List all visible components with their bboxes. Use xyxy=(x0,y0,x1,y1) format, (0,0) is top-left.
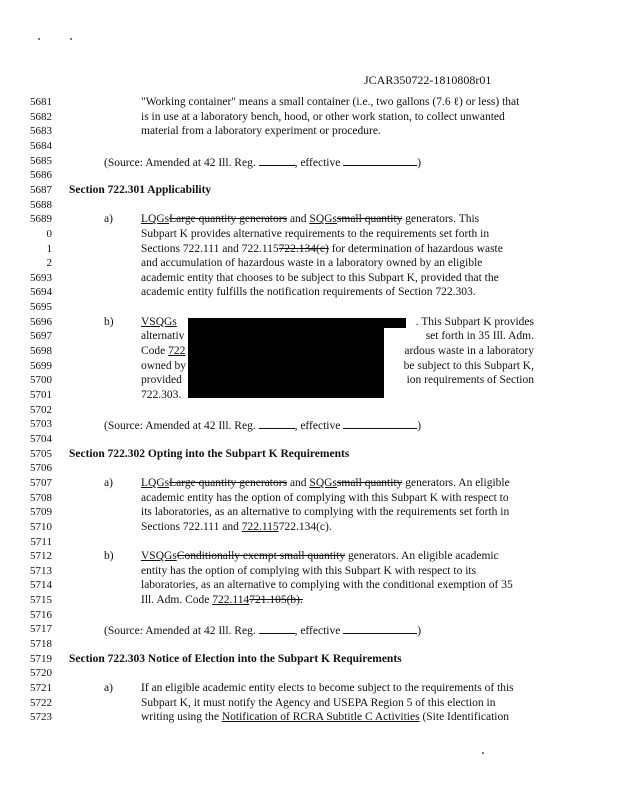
line-number: 5693 xyxy=(30,271,52,284)
redacted-line-right: ardous waste in a laboratory xyxy=(404,345,534,358)
redacted-line-right: . This Subpart K provides xyxy=(415,315,534,328)
paragraph-line: laboratories, as an alternative to complying with the conditional exemption of 35 xyxy=(141,579,513,592)
redacted-line-left xyxy=(141,330,184,342)
paragraph-line: Subpart K, it must notify the Agency and USEPA Region 5 of this election in xyxy=(141,696,496,709)
source-text: (Source: Amended at 42 Ill. Reg. xyxy=(104,156,259,169)
scan-speck xyxy=(70,38,72,40)
paragraph-label: b) xyxy=(104,315,114,328)
paragraph-line: If an eligible academic entity elects to become subject to the requirements of this xyxy=(141,682,514,694)
line-text: SQGs xyxy=(309,476,337,489)
paragraph-line xyxy=(141,477,510,489)
line-number: 5684 xyxy=(30,139,52,152)
section-heading: Section 722.303 Notice of Election into the Subpart K Requirements xyxy=(69,652,402,665)
line-text: Large quantity generators xyxy=(169,476,288,489)
paragraph-line: and accumulation of hazardous waste in a laboratory owned by an eligible xyxy=(141,257,483,270)
redacted-line-left xyxy=(141,374,182,386)
paragraph-line: Subpart K provides alternative requirements to the requirements set forth in xyxy=(141,227,490,240)
line-number: 5708 xyxy=(30,491,52,504)
line-text: 722.115 xyxy=(241,520,279,533)
paragraph-line: material from a laboratory experiment or procedure. xyxy=(141,125,381,138)
line-number: 5686 xyxy=(30,169,52,182)
line-number: 5707 xyxy=(30,476,52,489)
line-text: and xyxy=(287,213,310,226)
line-number: 5699 xyxy=(30,359,52,372)
source-text: , effective xyxy=(294,420,344,433)
source-note xyxy=(104,155,421,169)
paragraph-line: academic entity has the option of complying with this Subpart K with respect to xyxy=(141,491,509,504)
line-text: 722.114 xyxy=(212,594,250,607)
line-number: 5714 xyxy=(30,579,52,592)
paragraph-label: a) xyxy=(104,476,113,489)
line-text: SQGs xyxy=(309,213,337,226)
line-number: 5713 xyxy=(30,564,52,577)
line-number: 5720 xyxy=(30,667,52,680)
blank-line xyxy=(343,155,417,166)
line-text: Sections 722.111 and xyxy=(141,520,242,533)
blank-line xyxy=(259,623,295,634)
paragraph-line xyxy=(141,213,479,225)
line-number: 5709 xyxy=(30,506,52,519)
redaction-block xyxy=(188,318,384,398)
line-number: 0 xyxy=(46,227,52,240)
paragraph-label: b) xyxy=(104,550,114,563)
paragraph-line: is in use at a laboratory bench, hood, or other work station, to collect unwanted xyxy=(141,110,505,123)
line-text: small quantity xyxy=(336,213,403,226)
source-text: ) xyxy=(417,420,422,433)
paragraph-line xyxy=(141,243,503,255)
line-text: provided xyxy=(141,374,182,387)
line-number: 5696 xyxy=(30,315,52,328)
line-text: owned by xyxy=(141,359,187,372)
line-number: 5704 xyxy=(30,432,52,445)
source-text: (Source: Amended at 42 Ill. Reg. xyxy=(104,420,259,433)
line-number: 5706 xyxy=(30,462,52,475)
blank-line xyxy=(343,418,417,429)
source-text: ) xyxy=(417,156,422,169)
line-number: 5688 xyxy=(30,198,52,211)
line-text: writing using the xyxy=(141,711,222,724)
paragraph-line: academic entity that chooses to be subject to this Subpart K, provided that the xyxy=(141,271,499,284)
source-text: (Source: Amended at 42 Ill. Reg. xyxy=(104,625,259,638)
line-number: 5687 xyxy=(30,183,52,196)
line-number: 5701 xyxy=(30,389,52,401)
line-number: 5723 xyxy=(30,711,52,724)
redaction-block xyxy=(378,318,406,328)
line-text: 722.303. xyxy=(141,389,182,401)
line-number: 5695 xyxy=(30,301,52,314)
document-id: JCAR350722-1810808r01 xyxy=(364,73,492,87)
section-heading: Section 722.302 Opting into the Subpart K Requirements xyxy=(69,447,350,460)
line-text: alternativ xyxy=(141,330,185,343)
line-text: generators. An eligible xyxy=(402,476,510,489)
redacted-line-right: ion requirements of Section xyxy=(406,374,534,387)
line-number: 5718 xyxy=(30,638,52,651)
redacted-line-left xyxy=(141,316,177,328)
line-text: 721.105(b). xyxy=(249,594,303,607)
line-number: 5689 xyxy=(30,213,52,226)
source-text: , effective xyxy=(294,156,344,169)
line-text: LQGs xyxy=(141,476,170,489)
source-note xyxy=(104,418,421,432)
line-text: small quantity xyxy=(336,476,403,489)
line-number: 5715 xyxy=(30,594,52,607)
line-text: Conditionally exempt small quantity xyxy=(176,550,346,563)
line-text: generators. This xyxy=(402,213,480,226)
paragraph-line: its laboratories, as an alternative to complying with the requirements set forth in xyxy=(141,506,510,519)
redacted-line-right: set forth in 35 Ill. Adm. xyxy=(425,330,534,343)
line-number: 5722 xyxy=(30,696,52,709)
paragraph-line xyxy=(141,594,303,606)
line-number: 5703 xyxy=(30,418,52,431)
line-text: Large quantity generators xyxy=(169,213,288,226)
line-text: 722.134(c). xyxy=(278,520,332,533)
paragraph-line: entity has the option of complying with this Subpart K with respect to its xyxy=(141,564,477,577)
line-number: 5700 xyxy=(30,374,52,387)
paragraph-line: academic entity fulfills the notification requirements of Section 722.303. xyxy=(141,286,476,299)
line-text: VSQGs xyxy=(141,315,177,328)
line-number: 5694 xyxy=(30,286,52,299)
line-text: Ill. Adm. Code xyxy=(141,594,213,607)
line-number: 5681 xyxy=(30,96,52,108)
paragraph-line: "Working container" means a small container (i.e., two gallons (7.6 ℓ) or less) that xyxy=(141,96,520,108)
paragraph-line xyxy=(141,521,332,533)
line-number: 5721 xyxy=(30,682,52,694)
line-number: 5683 xyxy=(30,125,52,138)
redacted-line-left xyxy=(141,389,181,401)
line-number: 5712 xyxy=(30,550,52,563)
line-text: LQGs xyxy=(141,213,170,226)
scan-speck xyxy=(38,38,40,40)
line-text: Sections 722.111 and 722.115 xyxy=(141,242,279,255)
redacted-line-left xyxy=(141,345,185,357)
redacted-line-right: be subject to this Subpart K, xyxy=(403,359,534,372)
line-text: generators. An eligible academic xyxy=(345,550,499,563)
line-number: 2 xyxy=(46,257,52,270)
paragraph-label: a) xyxy=(104,682,113,694)
source-text: ) xyxy=(417,625,422,638)
line-number: 5711 xyxy=(30,535,52,548)
source-text: , effective xyxy=(294,625,344,638)
line-number: 5698 xyxy=(30,345,52,358)
paragraph-line xyxy=(141,711,509,723)
line-number: 5697 xyxy=(30,330,52,343)
line-text: Notification of RCRA Subtitle C Activities xyxy=(221,711,420,724)
section-heading: Section 722.301 Applicability xyxy=(69,183,212,196)
line-text: VSQGs xyxy=(141,550,177,563)
line-text: for determination of hazardous waste xyxy=(328,242,503,255)
redacted-line-left xyxy=(141,360,186,372)
line-text: and xyxy=(287,476,310,489)
line-number: 5685 xyxy=(30,154,52,167)
paragraph-label: a) xyxy=(104,213,113,226)
line-number: 5719 xyxy=(30,652,52,665)
line-text: Code xyxy=(141,345,169,358)
scan-speck xyxy=(482,752,484,754)
source-note xyxy=(104,623,421,637)
blank-line xyxy=(259,418,295,429)
line-text: 722 xyxy=(168,345,186,358)
paragraph-line xyxy=(141,550,499,562)
line-text: (Site Identification xyxy=(419,711,509,724)
line-text: 722.134(c) xyxy=(278,242,329,255)
line-number: 5710 xyxy=(30,520,52,533)
line-number: 5716 xyxy=(30,608,52,621)
line-number: 5702 xyxy=(30,403,52,416)
line-number: 5705 xyxy=(30,447,52,460)
line-number: 5682 xyxy=(30,110,52,123)
blank-line xyxy=(343,623,417,634)
line-number: 5717 xyxy=(30,623,52,636)
line-number: 1 xyxy=(46,242,52,255)
blank-line xyxy=(259,155,295,166)
